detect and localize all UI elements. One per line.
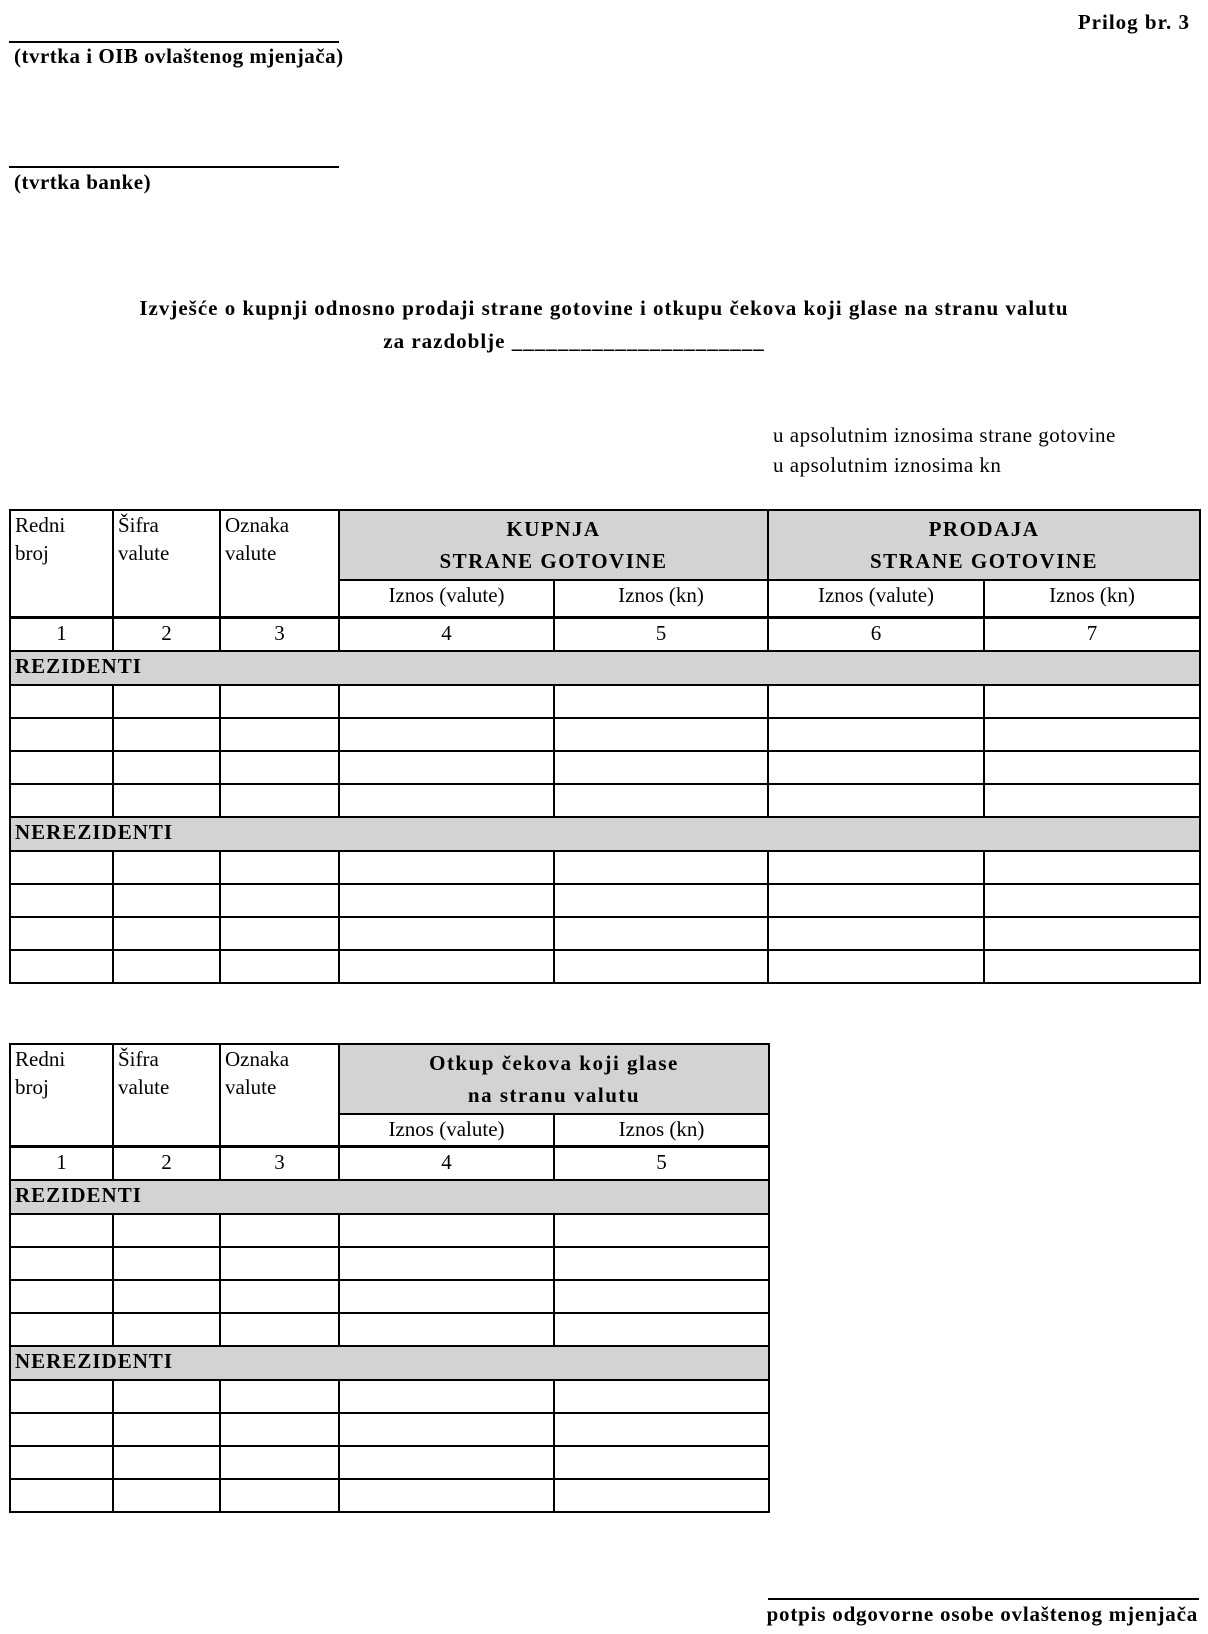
table-cell[interactable] xyxy=(984,751,1200,784)
table-cell[interactable] xyxy=(554,685,768,718)
table-row xyxy=(10,1446,769,1479)
header-sifra-valute: Šifra valute xyxy=(113,1044,220,1146)
table-cell[interactable] xyxy=(554,1479,769,1512)
table-cell[interactable] xyxy=(220,1247,339,1280)
table-cell[interactable] xyxy=(10,917,113,950)
table-cell[interactable] xyxy=(554,751,768,784)
header-prodaja: PRODAJA STRANE GOTOVINE xyxy=(768,510,1200,580)
table-cell[interactable] xyxy=(10,1380,113,1413)
table-cell[interactable] xyxy=(10,784,113,817)
table-cell[interactable] xyxy=(113,1313,220,1346)
table-cell[interactable] xyxy=(554,784,768,817)
table-cell[interactable] xyxy=(339,917,554,950)
table-cell[interactable] xyxy=(10,1479,113,1512)
table-row xyxy=(10,950,1200,983)
table-cell[interactable] xyxy=(984,917,1200,950)
table-cell[interactable] xyxy=(10,751,113,784)
table-cell[interactable] xyxy=(220,950,339,983)
table-cell[interactable] xyxy=(554,851,768,884)
bank-field-label: (tvrtka banke) xyxy=(14,170,152,194)
table-cell[interactable] xyxy=(984,784,1200,817)
cash-purchase-sale-table xyxy=(9,509,1201,984)
column-number: 1 xyxy=(10,1146,113,1180)
report-title xyxy=(0,292,1208,358)
units-note-kn: u apsolutnim iznosima kn xyxy=(773,453,1002,477)
header-oznaka-valute: Oznaka valute xyxy=(220,510,339,617)
table-cell[interactable] xyxy=(339,1247,554,1280)
table-cell[interactable] xyxy=(113,1479,220,1512)
table-cell[interactable] xyxy=(554,1214,769,1247)
cheque-purchase-table xyxy=(9,1043,770,1513)
table-cell[interactable] xyxy=(113,685,220,718)
column-numbers-row xyxy=(10,1146,769,1180)
bank-signature-line xyxy=(9,166,339,168)
table-cell[interactable] xyxy=(768,950,984,983)
table-cell[interactable] xyxy=(339,1446,554,1479)
table-cell[interactable] xyxy=(220,917,339,950)
table-cell[interactable] xyxy=(984,718,1200,751)
table-cell[interactable] xyxy=(10,950,113,983)
section-residents: REZIDENTI xyxy=(10,651,1200,685)
table-cell[interactable] xyxy=(339,1313,554,1346)
report-period: za razdoblje ______________________ xyxy=(383,329,765,353)
table-cell[interactable] xyxy=(220,718,339,751)
table-cell[interactable] xyxy=(339,1214,554,1247)
column-number: 4 xyxy=(339,617,554,651)
column-number: 4 xyxy=(339,1146,554,1180)
table-cell[interactable] xyxy=(220,685,339,718)
table-cell[interactable] xyxy=(220,884,339,917)
table-row xyxy=(10,1247,769,1280)
table-row xyxy=(10,751,1200,784)
table-cell[interactable] xyxy=(339,1479,554,1512)
header-redni-broj: Redni broj xyxy=(10,510,113,617)
report-title-line1: Izvješće o kupnji odnosno prodaji strane gotovine i otkupu čekova koji glase na stranu valutu xyxy=(139,296,1069,320)
table-cell[interactable] xyxy=(554,917,768,950)
table-cell[interactable] xyxy=(339,1413,554,1446)
header-kupnja: KUPNJA STRANE GOTOVINE xyxy=(339,510,768,580)
table-cell[interactable] xyxy=(768,751,984,784)
subheader-iznos-kn: Iznos (kn) xyxy=(554,1114,769,1146)
table-cell[interactable] xyxy=(984,884,1200,917)
table-cell[interactable] xyxy=(113,1214,220,1247)
header-redni-broj: Redni broj xyxy=(10,1044,113,1146)
table-cell[interactable] xyxy=(10,1247,113,1280)
table-cell[interactable] xyxy=(113,1280,220,1313)
table-cell[interactable] xyxy=(339,884,554,917)
table-row xyxy=(10,917,1200,950)
table-cell[interactable] xyxy=(768,851,984,884)
table-cell[interactable] xyxy=(10,1214,113,1247)
table-cell[interactable] xyxy=(10,851,113,884)
table-row xyxy=(10,1280,769,1313)
table-row xyxy=(10,1413,769,1446)
table-cell[interactable] xyxy=(113,751,220,784)
table-cell[interactable] xyxy=(554,1247,769,1280)
units-notes xyxy=(773,420,1116,480)
subheader-iznos-kn: Iznos (kn) xyxy=(554,580,768,617)
exchanger-signature-line xyxy=(9,41,339,43)
subheader-iznos-valute: Iznos (valute) xyxy=(339,1114,554,1146)
signature-label: potpis odgovorne osobe ovlaštenog mjenjača xyxy=(766,1602,1198,1626)
table-cell[interactable] xyxy=(554,1446,769,1479)
table-cell[interactable] xyxy=(220,1446,339,1479)
table-cell[interactable] xyxy=(339,1380,554,1413)
column-number: 7 xyxy=(984,617,1200,651)
subheader-iznos-valute: Iznos (valute) xyxy=(339,580,554,617)
table-cell[interactable] xyxy=(339,950,554,983)
table-cell[interactable] xyxy=(984,685,1200,718)
table-cell[interactable] xyxy=(113,1413,220,1446)
table-cell[interactable] xyxy=(554,950,768,983)
residents-rows xyxy=(10,1214,769,1346)
table-cell[interactable] xyxy=(220,1413,339,1446)
section-residents: REZIDENTI xyxy=(10,1180,769,1214)
column-number: 2 xyxy=(113,1146,220,1180)
table-cell[interactable] xyxy=(10,685,113,718)
table-cell[interactable] xyxy=(220,1280,339,1313)
header-oznaka-valute: Oznaka valute xyxy=(220,1044,339,1146)
table-cell[interactable] xyxy=(768,784,984,817)
column-number: 6 xyxy=(768,617,984,651)
section-nonresidents: NEREZIDENTI xyxy=(10,817,1200,851)
table-cell[interactable] xyxy=(113,718,220,751)
table-row xyxy=(10,1479,769,1512)
table-row xyxy=(10,851,1200,884)
table-cell[interactable] xyxy=(10,1313,113,1346)
table-cell[interactable] xyxy=(113,851,220,884)
header-otkup-cekova: Otkup čekova koji glase na stranu valutu xyxy=(339,1044,769,1114)
table-row xyxy=(10,884,1200,917)
column-numbers-row xyxy=(10,617,1200,651)
signature-line xyxy=(768,1598,1199,1600)
table-cell[interactable] xyxy=(768,718,984,751)
table-row xyxy=(10,1313,769,1346)
header-sifra-valute: Šifra valute xyxy=(113,510,220,617)
column-number: 5 xyxy=(554,1146,769,1180)
table-cell[interactable] xyxy=(220,1214,339,1247)
table-cell[interactable] xyxy=(113,950,220,983)
table-cell[interactable] xyxy=(554,884,768,917)
nonresidents-rows xyxy=(10,1380,769,1512)
table-cell[interactable] xyxy=(113,917,220,950)
table-cell[interactable] xyxy=(113,1446,220,1479)
table-row xyxy=(10,784,1200,817)
table-cell[interactable] xyxy=(10,1446,113,1479)
table-cell[interactable] xyxy=(554,718,768,751)
subheader-iznos-valute: Iznos (valute) xyxy=(768,580,984,617)
table-cell[interactable] xyxy=(220,751,339,784)
table-cell[interactable] xyxy=(554,1413,769,1446)
column-number: 2 xyxy=(113,617,220,651)
table-cell[interactable] xyxy=(339,784,554,817)
table-cell[interactable] xyxy=(554,1380,769,1413)
table-cell[interactable] xyxy=(10,1413,113,1446)
table-cell[interactable] xyxy=(113,1247,220,1280)
table-cell[interactable] xyxy=(10,1280,113,1313)
table-cell[interactable] xyxy=(984,851,1200,884)
table-cell[interactable] xyxy=(10,884,113,917)
table-cell[interactable] xyxy=(768,685,984,718)
section-nonresidents: NEREZIDENTI xyxy=(10,1346,769,1380)
table-cell[interactable] xyxy=(339,851,554,884)
table-cell[interactable] xyxy=(768,884,984,917)
subheader-iznos-kn: Iznos (kn) xyxy=(984,580,1200,617)
residents-rows xyxy=(10,685,1200,817)
table-cell[interactable] xyxy=(113,884,220,917)
table-cell[interactable] xyxy=(339,718,554,751)
table-row xyxy=(10,1380,769,1413)
units-note-currency: u apsolutnim iznosima strane gotovine xyxy=(773,423,1116,447)
column-number: 1 xyxy=(10,617,113,651)
table-cell[interactable] xyxy=(10,718,113,751)
table-cell[interactable] xyxy=(554,1280,769,1313)
table-row xyxy=(10,685,1200,718)
table-cell[interactable] xyxy=(339,685,554,718)
column-number: 5 xyxy=(554,617,768,651)
table-cell[interactable] xyxy=(113,784,220,817)
table-cell[interactable] xyxy=(339,1280,554,1313)
table-row xyxy=(10,718,1200,751)
table-cell[interactable] xyxy=(220,1479,339,1512)
nonresidents-rows xyxy=(10,851,1200,983)
table-cell[interactable] xyxy=(220,1313,339,1346)
exchanger-field-label: (tvrtka i OIB ovlaštenog mjenjača) xyxy=(14,44,344,68)
table-cell[interactable] xyxy=(554,1313,769,1346)
table-cell[interactable] xyxy=(220,851,339,884)
table-cell[interactable] xyxy=(220,784,339,817)
table-cell[interactable] xyxy=(339,751,554,784)
attachment-label: Prilog br. 3 xyxy=(1077,10,1190,34)
column-number: 3 xyxy=(220,617,339,651)
table-cell[interactable] xyxy=(984,950,1200,983)
table-cell[interactable] xyxy=(768,917,984,950)
column-number: 3 xyxy=(220,1146,339,1180)
table-row xyxy=(10,1214,769,1247)
table-cell[interactable] xyxy=(113,1380,220,1413)
table-cell[interactable] xyxy=(220,1380,339,1413)
